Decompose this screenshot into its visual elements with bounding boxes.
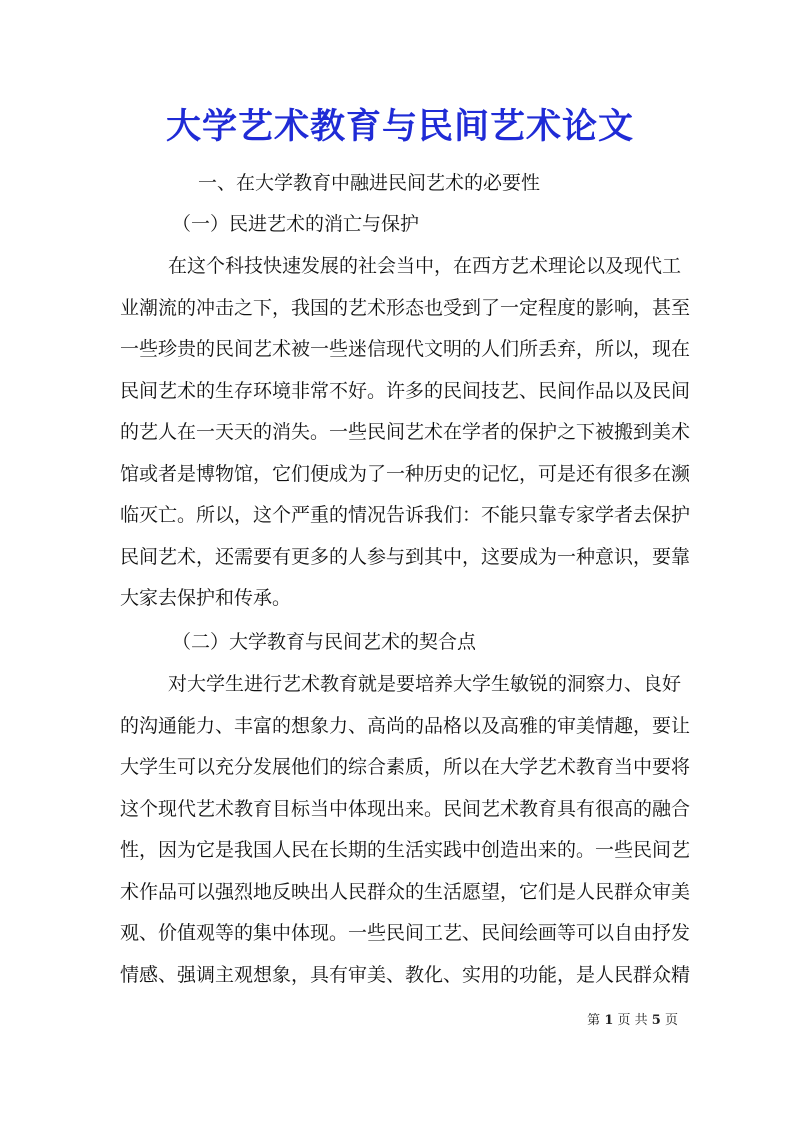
footer-middle: 页 共: [617, 1013, 648, 1028]
paragraph-line: 业潮流的冲击之下，我国的艺术形态也受到了一定程度的影响，甚至: [120, 296, 691, 319]
paragraph-line: 一些珍贵的民间艺术被一些迷信现代文明的人们所丢弃，所以，现在: [120, 338, 691, 360]
paragraph-line: 情感、强调主观想象，具有审美、教化、实用的功能，是人民群众精: [120, 963, 691, 986]
paragraph-line: 对大学生进行艺术教育就是要培养大学生敏锐的洞察力、良好: [168, 673, 682, 695]
paragraph-line: 性，因为它是我国人民在长期的生活实践中创造出来的。一些民间艺: [120, 839, 691, 861]
paragraph-line: 的沟通能力、丰富的想象力、高尚的品格以及高雅的审美情趣，要让: [120, 714, 691, 737]
paragraph-1: [120, 246, 691, 620]
subsection-heading-2: （二）大学教育与民间艺术的契合点: [172, 631, 477, 653]
paragraph-line: 大家去保护和传承。: [120, 587, 292, 609]
document-title: 大学艺术教育与民间艺术论文: [165, 106, 634, 147]
paragraph-line: 临灭亡。所以，这个严重的情况告诉我们：不能只靠专家学者去保护: [120, 504, 691, 526]
paragraph-line: 民间艺术的生存环境非常不好。许多的民间技艺、民间作品以及民间: [120, 379, 691, 402]
section-heading-1: 一、在大学教育中融进民间艺术的必要性: [198, 172, 541, 194]
paragraph-line: 民间艺术，还需要有更多的人参与到其中，这要成为一种意识，要靠: [120, 545, 691, 568]
paragraph-line: 的艺人在一天天的消失。一些民间艺术在学者的保护之下被搬到美术: [120, 421, 691, 443]
paragraph-2: [120, 664, 691, 996]
page-total: 5: [651, 1013, 661, 1028]
footer-suffix: 页: [664, 1013, 678, 1028]
paragraph-line: 在这个科技快速发展的社会当中，在西方艺术理论以及现代工: [168, 255, 682, 277]
page-footer: [587, 1011, 678, 1031]
footer-prefix: 第: [587, 1013, 601, 1028]
paragraph-line: 馆或者是博物馆，它们便成为了一种历史的记忆，可是还有很多在濒: [120, 462, 691, 485]
paragraph-line: 观、价值观等的集中体现。一些民间工艺、民间绘画等可以自由抒发: [120, 922, 691, 944]
paragraph-line: 大学生可以充分发展他们的综合素质，所以在大学艺术教育当中要将: [120, 756, 691, 778]
subsection-heading-1: （一）民进艺术的消亡与保护: [172, 213, 420, 235]
page-number: 1: [604, 1013, 614, 1028]
paragraph-line: 术作品可以强烈地反映出人民群众的生活愿望，它们是人民群众审美: [120, 880, 691, 903]
paragraph-line: 这个现代艺术教育目标当中体现出来。民间艺术教育具有很高的融合: [120, 797, 691, 820]
